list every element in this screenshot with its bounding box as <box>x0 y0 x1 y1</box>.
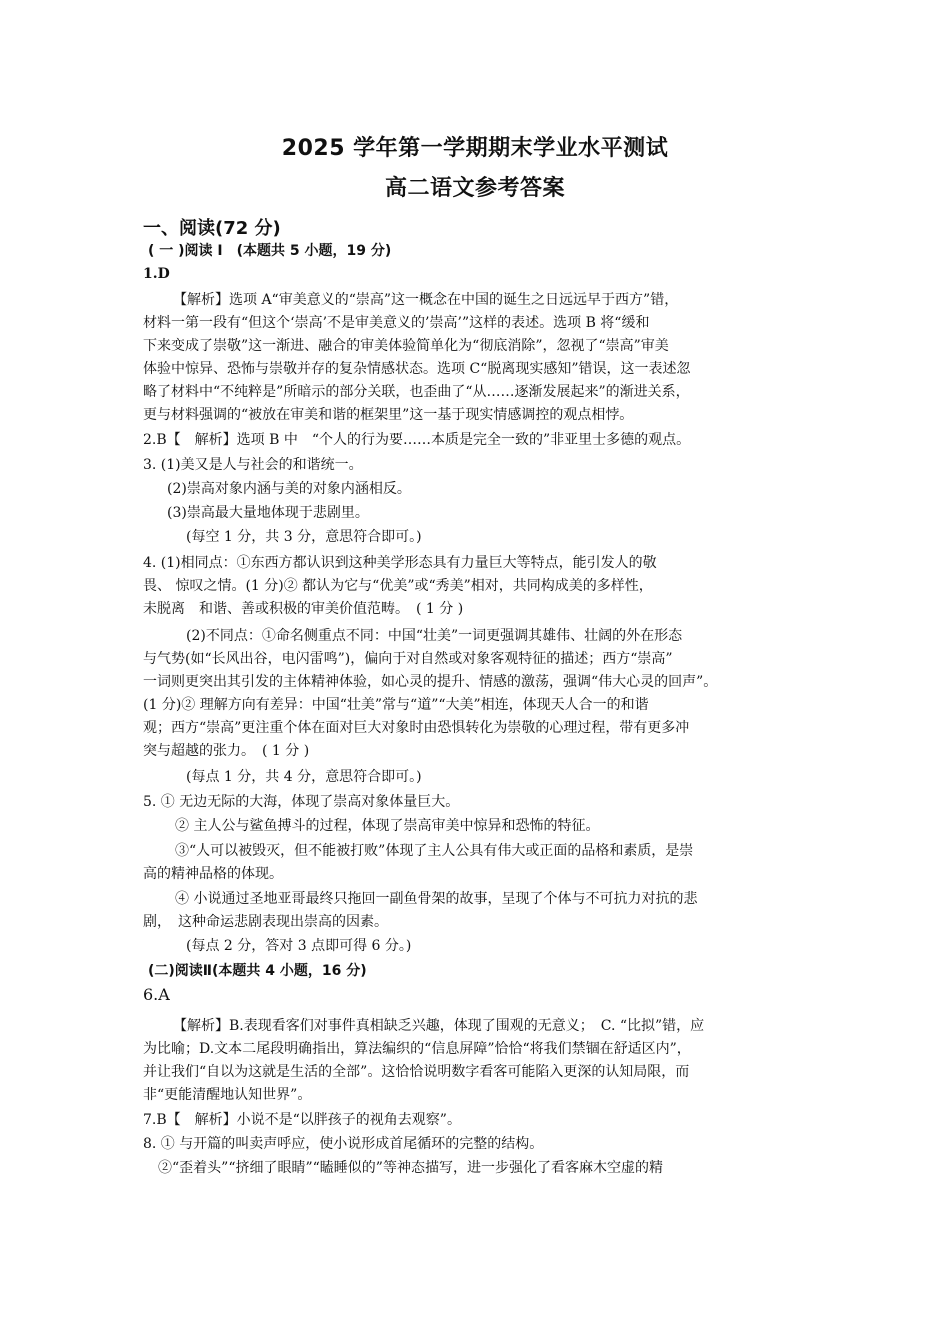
q8-line: ②“歪着头”“挤细了眼睛”“瞌睡似的”等神态描写，进一步强化了看客麻木空虚的精 <box>158 1160 663 1176</box>
q7-answer: 7.B【 解析】小说不是“以胖孩子的视角去观察”。 <box>143 1112 461 1128</box>
q5-line: 5. ① 无边无际的大海，体现了崇高对象体量巨大。 <box>143 794 460 810</box>
q6-analysis-line: 【解析】B.表现看客们对事件真相缺乏兴趣，体现了围观的无意义； C. “比拟”错，应 <box>173 1018 705 1034</box>
q8-line: 8. ① 与开篇的叫卖声呼应，使小说形成首尾循环的完整的结构。 <box>143 1136 544 1152</box>
q1-analysis-line: 【解析】选项 A“审美意义的“崇高”这一概念在中国的诞生之日远远早于西方”错， <box>173 292 679 308</box>
q4-line: 畏、 惊叹之情。(1 分)② 都认为它与“优美”或“秀美”相对，共同构成美的多样性， <box>143 578 653 594</box>
q4-line: 与气势(如“长风出谷，电闪雷鸣”)，偏向于对自然或对象客观特征的描述；西方“崇高” <box>143 651 673 667</box>
document-title: 2025 学年第一学期期末学业水平测试 <box>281 136 669 161</box>
q4-line: 观；西方“崇高”更注重个体在面对巨大对象时由恐惧转化为崇敬的心理过程，带有更多冲 <box>143 720 690 736</box>
q5-line: 高的精神品格的体现。 <box>143 866 283 882</box>
q1-analysis-line: 材料一第一段有“但这个‘崇高’不是审美意义的’崇高’”这样的表述。选项 B 将“缓和 <box>143 315 650 331</box>
q1-analysis-line: 更与材料强调的“被放在审美和谐的框架里”这一基于现实情感调控的观点相悖。 <box>143 407 634 423</box>
q3-line: (3)崇高最大量地体现于悲剧里。 <box>167 505 369 521</box>
q4-line: (1 分)② 理解方向有差异：中国“壮美”常与“道”“大美”相连，体现天人合一的和谐 <box>143 697 649 713</box>
q1-analysis-line: 下来变成了崇敬”这一渐进、融合的审美体验简单化为“彻底消除”，忽视了“崇高”审美 <box>143 338 669 354</box>
q1-analysis-line: 体验中惊异、恐怖与崇敬并存的复杂情感状态。选项 C“脱离现实感知”错误，这一表述忽 <box>143 361 691 377</box>
q5-line: 剧， 这种命运悲剧表现出崇高的因素。 <box>143 914 388 930</box>
q6-analysis-line: 非“更能清醒地认知世界”。 <box>143 1087 312 1103</box>
q5-line: ④ 小说通过圣地亚哥最终只拖回一副鱼骨架的故事，呈现了个体与不可抗力对抗的悲 <box>175 891 698 907</box>
q5-scoring-note: (每点 2 分，答对 3 点即可得 6 分。) <box>186 938 412 954</box>
q6-analysis-line: 并让我们“自以为这就是生活的全部”。这恰恰说明数字看客可能陷入更深的认知局限，而 <box>143 1064 690 1080</box>
part-heading-reading-2: (二)阅读Ⅱ(本题共 4 小题，16 分) <box>148 963 367 979</box>
document-subtitle: 高二语文参考答案 <box>384 176 565 201</box>
part-heading-reading-1: ( 一 )阅读 I (本题共 5 小题，19 分) <box>148 243 392 259</box>
q4-scoring-note: (每点 1 分，共 4 分，意思符合即可。) <box>186 769 422 785</box>
q1-answer: 1.D <box>143 266 170 282</box>
q4-line: 突与超越的张力。 ( 1 分 ) <box>143 743 310 759</box>
q4-line: 未脱离 和谐、善或积极的审美价值范畴。 ( 1 分 ) <box>143 601 464 617</box>
q5-line: ③“人可以被毁灭，但不能被打败”体现了主人公具有伟大或正面的品格和素质，是崇 <box>175 843 694 859</box>
q4-line: 4. (1)相同点：①东西方都认识到这种美学形态具有力量巨大等特点，能引发人的敬 <box>143 555 657 571</box>
q2-answer: 2.B【 解析】选项 B 中 “个人的行为要……本质是完全一致的”非亚里士多德的观点。 <box>143 432 691 448</box>
q6-answer: 6.A <box>143 985 170 1004</box>
q6-analysis-line: 为比喻；D.文本二尾段明确指出，算法编织的“信息屏障”恰恰“将我们禁锢在舒适区内”， <box>143 1041 691 1057</box>
q3-line: (2)崇高对象内涵与美的对象内涵相反。 <box>167 481 411 497</box>
q4-line: 一词则更突出其引发的主体精神体验，如心灵的提升、情感的激荡，强调“伟大心灵的回声”。 <box>143 674 718 690</box>
q1-analysis-line: 略了材料中“不纯粹是”所暗示的部分关联，也歪曲了“从……逐渐发展起来”的渐进关系， <box>143 384 690 400</box>
q3-line: 3. (1)美又是人与社会的和谐统一。 <box>143 457 363 473</box>
section-heading-reading: 一、阅读(72 分) <box>143 218 281 239</box>
q3-scoring-note: (每空 1 分，共 3 分，意思符合即可。) <box>186 529 422 545</box>
q5-line: ② 主人公与鲨鱼搏斗的过程，体现了崇高审美中惊异和恐怖的特征。 <box>175 818 600 834</box>
q4-line: (2)不同点：①命名侧重点不同：中国“壮美”一词更强调其雄伟、壮阔的外在形态 <box>186 628 683 644</box>
